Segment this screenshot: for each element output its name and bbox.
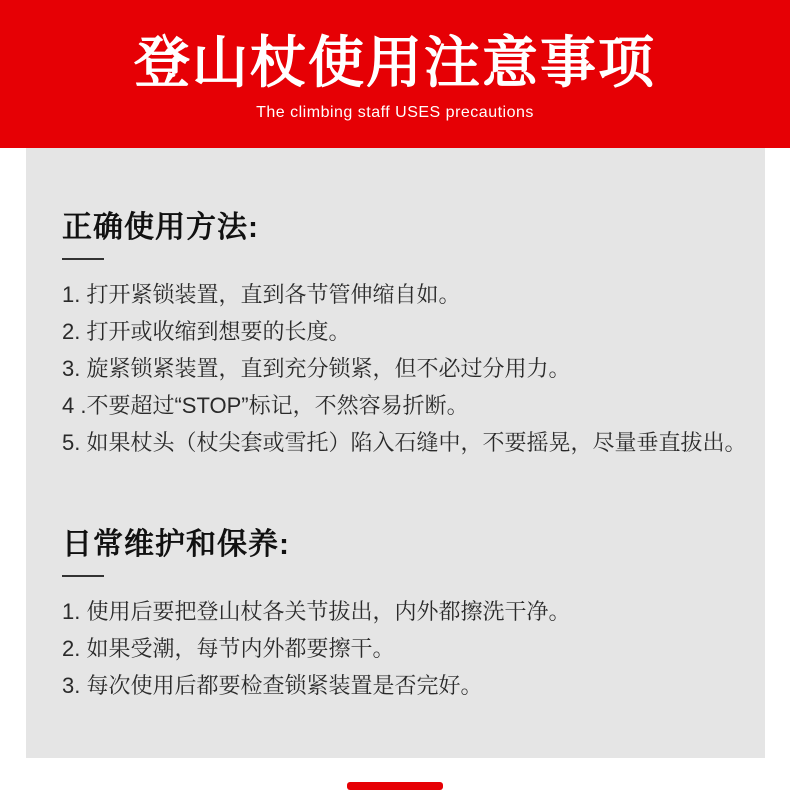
bottom-divider-bar: [347, 782, 443, 790]
maintenance-instruction-list: [62, 593, 735, 704]
section-maintenance: [62, 527, 735, 704]
list-item: 1. 使用后要把登山杖各关节拔出，内外都擦洗干净。: [62, 599, 571, 624]
header-banner: [0, 0, 790, 148]
page-title: 登山杖使用注意事项: [134, 31, 656, 95]
list-item: 1. 打开紧锁装置，直到各节管伸缩自如。: [62, 282, 461, 307]
page-subtitle: The climbing staff USES precautions: [256, 103, 534, 121]
content-panel: [26, 148, 765, 758]
section-heading-usage: 正确使用方法:: [62, 211, 259, 244]
list-item: 2. 如果受潮，每节内外都要擦干。: [62, 636, 395, 661]
list-item: 3. 每次使用后都要检查锁紧装置是否完好。: [62, 673, 483, 698]
heading-underline: [62, 258, 104, 260]
list-item: 5. 如果杖头（杖尖套或雪托）陷入石缝中，不要摇晃，尽量垂直拔出。: [62, 430, 747, 455]
list-item: 2. 打开或收缩到想要的长度。: [62, 319, 351, 344]
usage-instruction-list: [62, 276, 747, 461]
list-item: 4 .不要超过“STOP”标记，不然容易折断。: [62, 393, 469, 418]
heading-underline: [62, 575, 104, 577]
section-heading-maintenance: 日常维护和保养:: [62, 528, 290, 561]
list-item: 3. 旋紧锁紧装置，直到充分锁紧，但不必过分用力。: [62, 356, 571, 381]
section-usage: [62, 210, 747, 461]
